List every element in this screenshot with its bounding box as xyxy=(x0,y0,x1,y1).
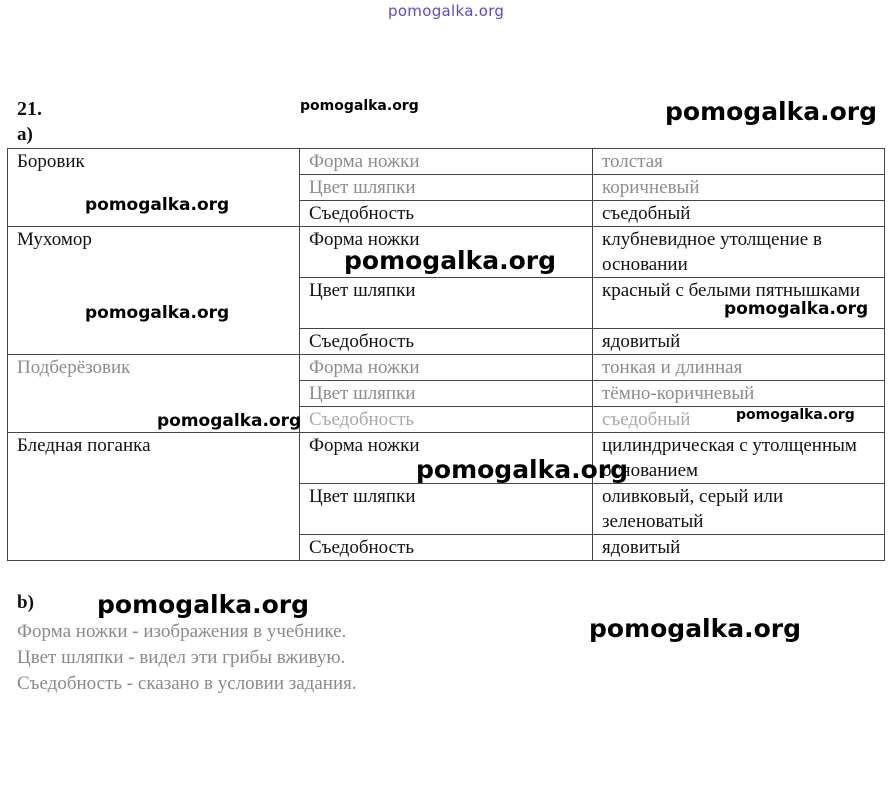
feature-cell: Цвет шляпки xyxy=(300,278,593,329)
value-cell: клубневидное утолщение в основании xyxy=(593,227,885,278)
part-a-label: а) xyxy=(17,124,33,145)
watermark: pomogalka.org xyxy=(665,97,878,126)
feature-cell: Форма ножки xyxy=(300,227,593,278)
watermark: pomogalka.org xyxy=(344,246,557,275)
task-number: 21. xyxy=(17,98,42,120)
watermark: pomogalka.org xyxy=(724,299,869,319)
watermark: pomogalka.org xyxy=(85,195,230,215)
feature-cell: Форма ножки xyxy=(300,433,593,484)
feature-cell: Съедобность xyxy=(300,329,593,355)
feature-cell: Цвет шляпки xyxy=(300,484,593,535)
value-cell: съедобный xyxy=(593,407,885,433)
value-cell: красный с белыми пятнышками xyxy=(593,278,885,329)
table-row xyxy=(8,149,885,175)
mushroom-name: Подберёзовик xyxy=(8,355,300,433)
feature-cell: Форма ножки xyxy=(300,355,593,381)
feature-cell: Цвет шляпки xyxy=(300,175,593,201)
part-b-label: b) xyxy=(17,592,34,613)
watermark: pomogalka.org xyxy=(300,98,419,114)
note-line: Цвет шляпки - видел эти грибы вживую. xyxy=(17,647,346,668)
watermark: pomogalka.org xyxy=(157,411,302,431)
watermark: pomogalka.org xyxy=(416,455,629,484)
table-row xyxy=(8,355,885,381)
value-cell: тёмно-коричневый xyxy=(593,381,885,407)
value-cell: коричневый xyxy=(593,175,885,201)
watermark-top: pomogalka.org xyxy=(388,2,505,20)
note-line: Форма ножки - изображения в учебнике. xyxy=(17,621,347,642)
value-cell: ядовитый xyxy=(593,535,885,561)
notes-block xyxy=(17,619,357,697)
watermark: pomogalka.org xyxy=(85,303,230,323)
mushroom-name: Мухомор xyxy=(8,227,300,355)
feature-cell: Форма ножки xyxy=(300,149,593,175)
value-cell: толстая xyxy=(593,149,885,175)
value-cell: оливковый, серый или зеленоватый xyxy=(593,484,885,535)
note-line: Съедобность - сказано в условии задания. xyxy=(17,673,357,694)
feature-cell: Съедобность xyxy=(300,535,593,561)
mushroom-name: Боровик xyxy=(8,149,300,227)
feature-cell: Съедобность xyxy=(300,201,593,227)
watermark: pomogalka.org xyxy=(97,590,310,619)
watermark: pomogalka.org xyxy=(589,614,802,643)
value-cell: съедобный xyxy=(593,201,885,227)
mushroom-name: Бледная поганка xyxy=(8,433,300,561)
feature-cell: Съедобность xyxy=(300,407,593,433)
value-cell: тонкая и длинная xyxy=(593,355,885,381)
value-cell: ядовитый xyxy=(593,329,885,355)
value-cell: цилиндрическая с утолщенным основанием xyxy=(593,433,885,484)
feature-cell: Цвет шляпки xyxy=(300,381,593,407)
watermark: pomogalka.org xyxy=(736,407,855,423)
